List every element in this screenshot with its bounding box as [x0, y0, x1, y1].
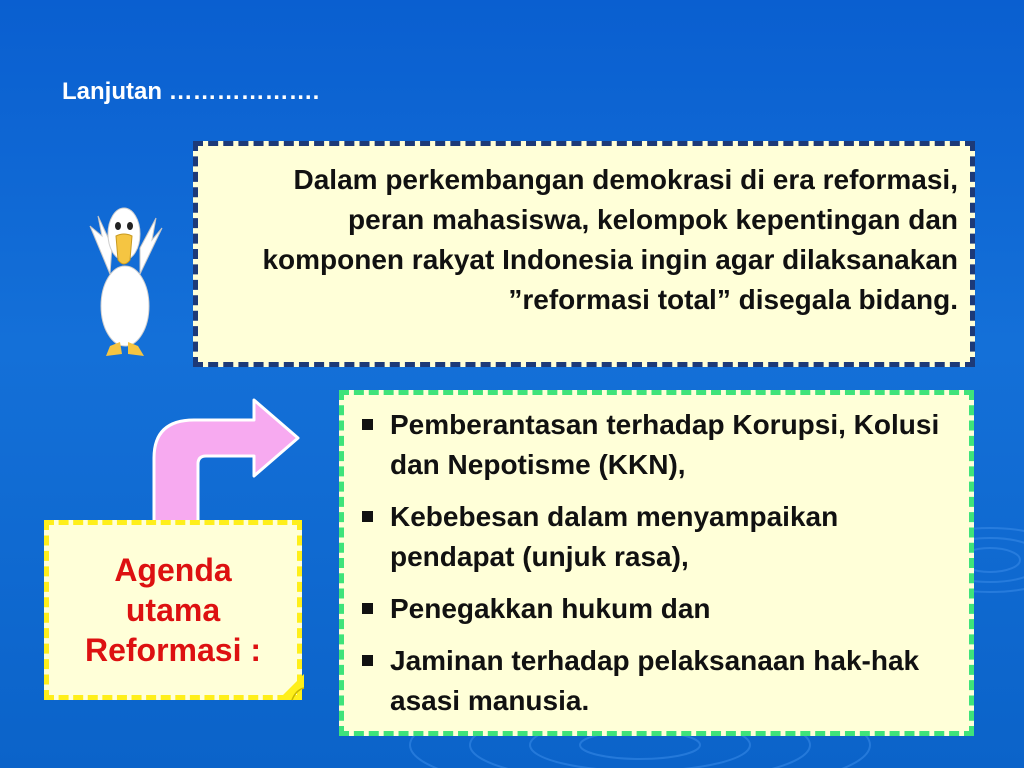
- list-item-text: Pemberantasan terhadap Korupsi, Kolusi dan Nepotisme (KKN),: [390, 409, 940, 480]
- agenda-label-box: [44, 520, 302, 700]
- turn-right-arrow-icon: [150, 398, 302, 526]
- intro-paragraph: Dalam perkembangan demokrasi di era reformasi, peran mahasiswa, kelompok kepentingan dan komponen rakyat Indonesia ingin agar dilaksanakan ”reformasi total” disegala bidang.: [262, 164, 958, 315]
- square-bullet-icon: [362, 655, 373, 666]
- list-item: [354, 405, 957, 485]
- intro-text-box: [193, 141, 975, 367]
- list-item-text: Jaminan terhadap pelaksanaan hak-hak asasi manusia.: [390, 645, 920, 716]
- list-item: [354, 589, 957, 629]
- list-item: [354, 641, 957, 721]
- agenda-label: Agenda utama Reformasi :: [84, 552, 262, 668]
- page-fold-corner-icon: [276, 672, 306, 702]
- duck-mascot-icon: [80, 196, 170, 366]
- list-item-text: Penegakkan hukum dan: [390, 593, 711, 624]
- agenda-list-box: [339, 390, 974, 736]
- square-bullet-icon: [362, 511, 373, 522]
- slide-title: Lanjutan ……………….: [62, 78, 320, 105]
- square-bullet-icon: [362, 419, 373, 430]
- list-item: [354, 497, 957, 577]
- square-bullet-icon: [362, 603, 373, 614]
- list-item-text: Kebebesan dalam menyampaikan pendapat (unjuk rasa),: [390, 501, 839, 572]
- agenda-list: [354, 405, 957, 721]
